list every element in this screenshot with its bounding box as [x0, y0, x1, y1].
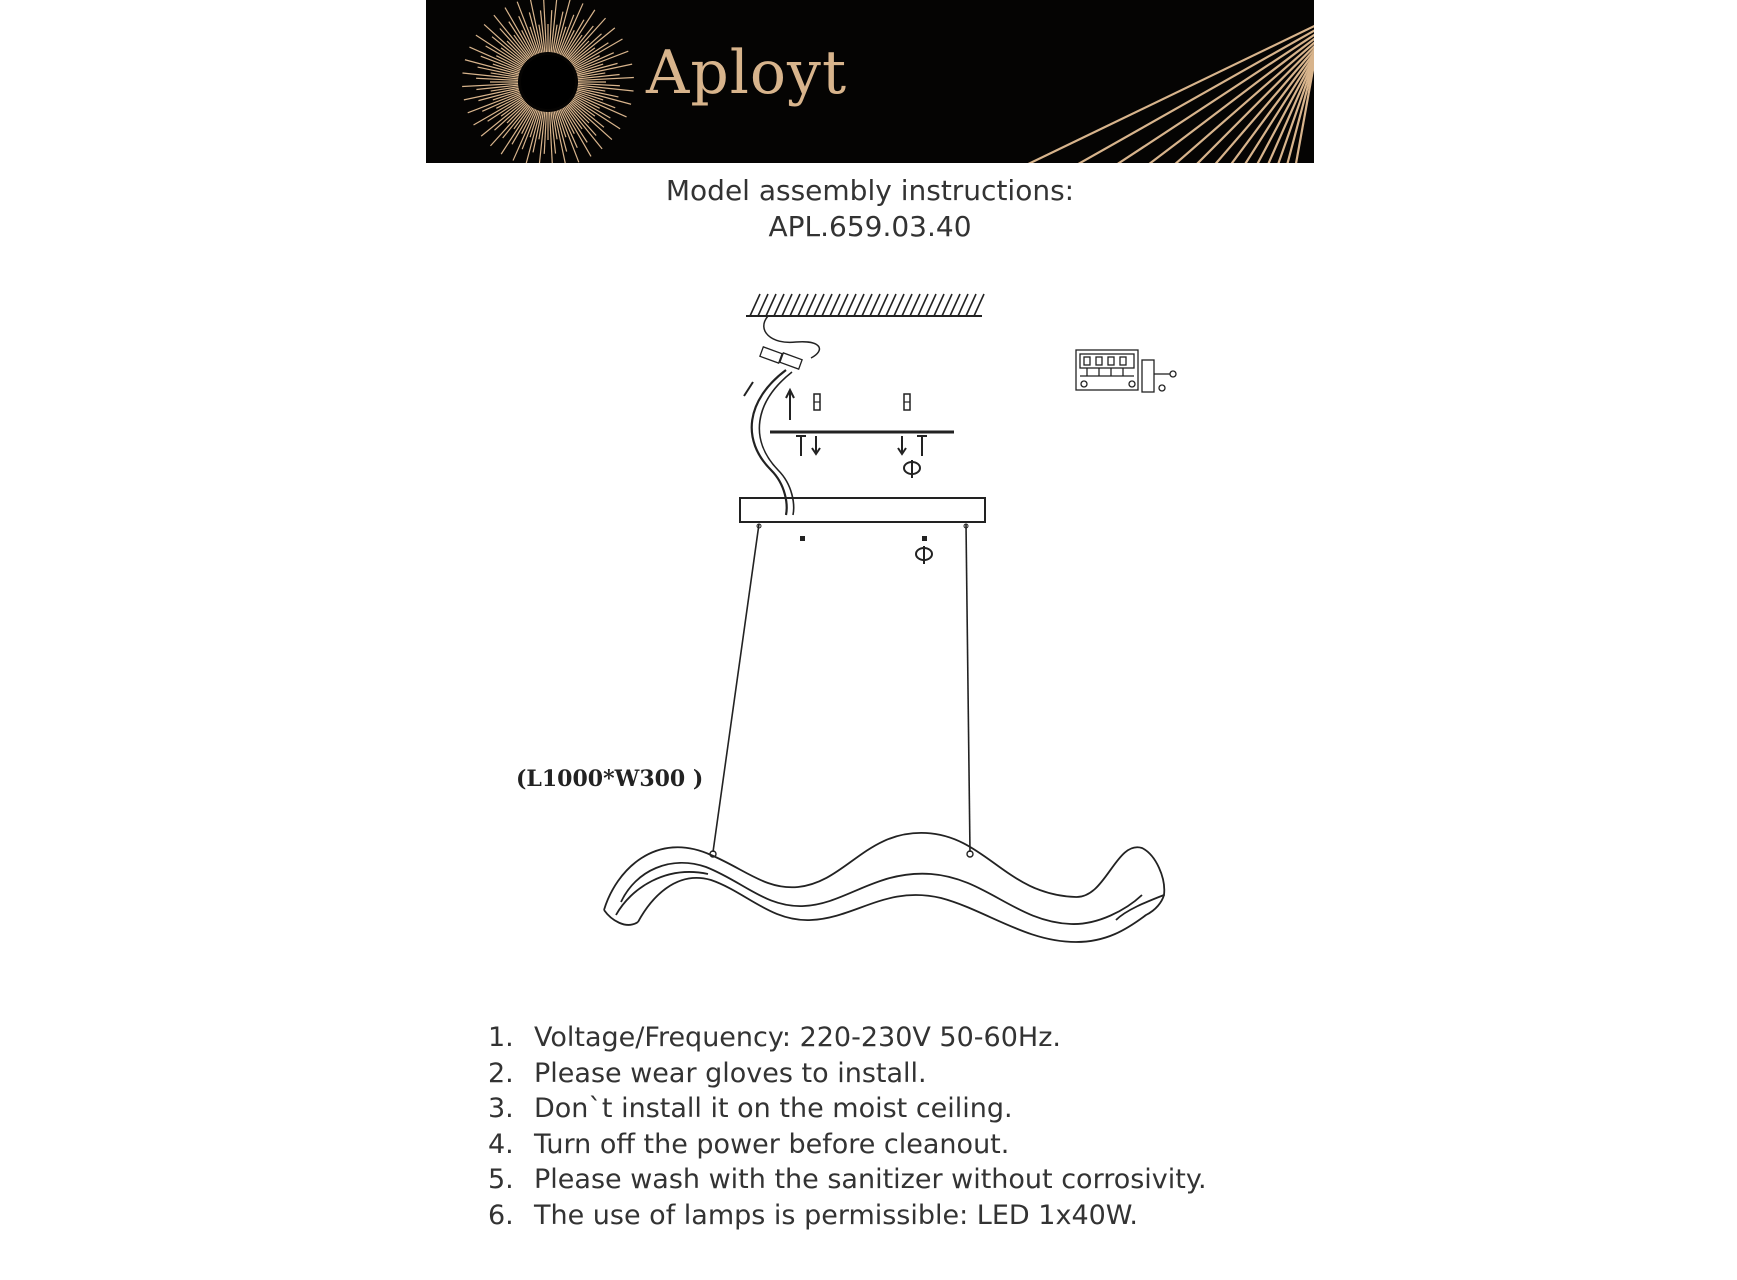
item-text: The use of lamps is permissible: LED 1x40W.: [534, 1199, 1138, 1231]
canopy-hole: [800, 536, 805, 541]
brand-name: Aployt: [646, 38, 848, 108]
suspension-cable: [966, 524, 970, 852]
bracket-fasteners: [796, 436, 927, 456]
screw-icon: [904, 394, 910, 410]
list-item: [488, 1056, 1207, 1092]
knob-screw-icon: [904, 460, 920, 478]
item-number: 4.: [488, 1128, 514, 1160]
canopy-plate: [740, 498, 985, 522]
wave-lamp-body: [604, 833, 1164, 942]
item-number: 1.: [488, 1022, 514, 1053]
list-item: [488, 1162, 1207, 1198]
item-number: 6.: [488, 1199, 514, 1231]
item-number: 5.: [488, 1164, 514, 1196]
terminal-block: [1076, 350, 1176, 392]
item-text: Please wear gloves to install.: [534, 1057, 927, 1089]
wire-connector: [760, 347, 802, 369]
corner-rays-decoration: [789, 9, 1314, 163]
model-number: APL.659.03.40: [768, 210, 972, 243]
wire-arrow: [744, 382, 753, 396]
ceiling-hatch: [746, 294, 984, 316]
item-text: Turn off the power before cleanout.: [534, 1128, 1010, 1160]
safety-notes-list: [488, 1020, 1207, 1234]
up-arrow-icon: [786, 390, 794, 420]
item-text: Voltage/Frequency: 220-230V 50-60Hz.: [534, 1022, 1061, 1053]
item-number: 3.: [488, 1093, 514, 1125]
dimensions-label: (L1000*W300 ): [516, 766, 704, 792]
suspension-cable: [713, 524, 759, 852]
supply-wire: [764, 316, 820, 358]
item-number: 2.: [488, 1057, 514, 1089]
item-text: Don`t install it on the moist ceiling.: [534, 1093, 1013, 1125]
list-item: [488, 1127, 1207, 1163]
power-cable: [752, 370, 787, 515]
banner-graphics: [426, 0, 1314, 163]
brand-banner: [426, 0, 1314, 163]
logo-sun-core: [521, 55, 575, 109]
document-title: Model assembly instructions:: [665, 174, 1075, 207]
knob-screw-icon: [916, 546, 932, 564]
canopy-hole: [922, 536, 927, 541]
list-item: [488, 1091, 1207, 1127]
list-item: [488, 1198, 1207, 1234]
assembly-diagram: [426, 270, 1246, 970]
list-item: [488, 1020, 1207, 1056]
screw-icon: [814, 394, 820, 410]
item-text: Please wash with the sanitizer without corrosivity.: [534, 1164, 1207, 1196]
